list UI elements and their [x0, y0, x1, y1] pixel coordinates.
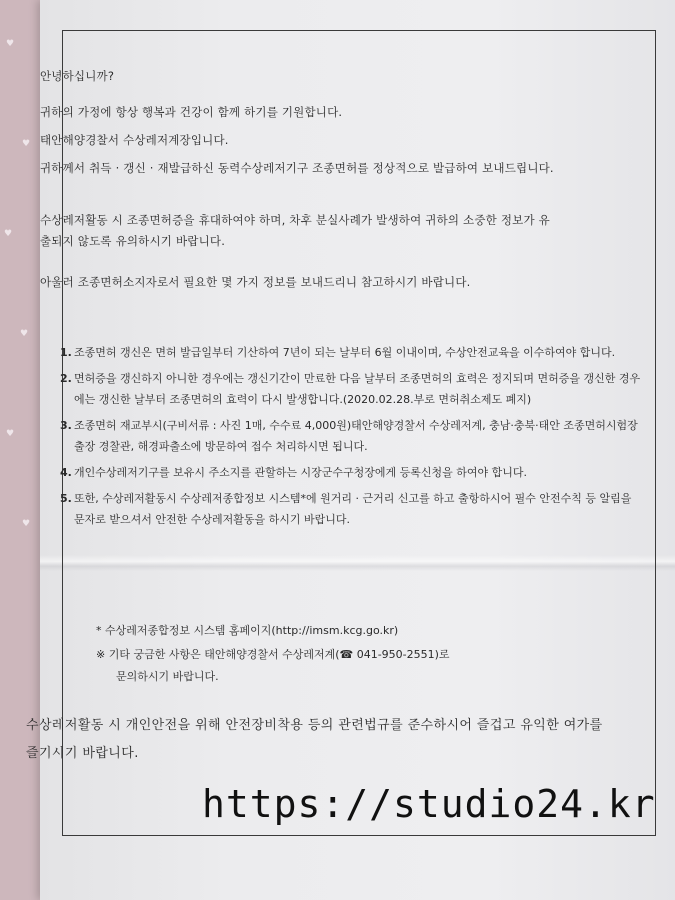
- heart-pattern-icon: ♥: [20, 329, 29, 339]
- heart-pattern-icon: ♥: [6, 39, 15, 49]
- letter-intro: 태안해양경찰서 수상레저계장입니다.: [40, 133, 229, 147]
- list-item-text: 또한, 수상레저활동시 수상레저종합정보 시스템*에 원거리 · 근거리 신고를 하고 출항하시어 필수 안전수칙 등 알림을 문자로 받으셔서 안전한 수상레저활동을 하시기 바랍니다.: [74, 492, 632, 526]
- list-item: [60, 462, 645, 483]
- list-item-text: 면허증을 갱신하지 아니한 경우에는 갱신기간이 만료한 다음 날부터 조종면허의 효력은 정지되며 면허증을 갱신한 경우에는 갱신한 날부터 조종면허의 효력이 다시 발생합니다.(2020.02.28.부로 면허취소제도 폐지): [74, 372, 641, 406]
- contact-line-continued: 문의하시기 바랍니다.: [116, 670, 219, 683]
- list-item-number: 2.: [60, 372, 72, 385]
- letter-paragraph-info: 아울러 조종면허소지자로서 필요한 몇 가지 정보를 보내드리니 참고하시기 바랍니다.: [40, 275, 471, 289]
- heart-pattern-icon: ♥: [6, 429, 15, 439]
- watermark-url: https://studio24.kr: [202, 782, 656, 826]
- list-item: [60, 368, 645, 410]
- list-item-number: 3.: [60, 419, 72, 432]
- list-item-number: 4.: [60, 466, 72, 479]
- heart-pattern-icon: ♥: [4, 229, 13, 239]
- list-item: [60, 415, 645, 457]
- letter-paragraph-carry: 수상레저활동 시 조종면허증을 휴대하여야 하며, 차후 분실사례가 발생하여 귀하의 소중한 정보가 유출되지 않도록 유의하시기 바랍니다.: [40, 213, 550, 248]
- list-item-text: 조종면허 갱신은 면허 발급일부터 기산하여 7년이 되는 날부터 6월 이내이며, 수상안전교육을 이수하여야 합니다.: [74, 346, 616, 359]
- footnote-system-homepage: * 수상레저종합정보 시스템 홈페이지(http://imsm.kcg.go.kr): [96, 624, 399, 637]
- list-item: [60, 342, 645, 363]
- contact-line: ※ 기타 궁금한 사항은 태안해양경찰서 수상레저계(☎ 041-950-2551)로: [96, 648, 450, 661]
- letter-paragraph-issue: 귀하께서 취득 · 갱신 · 재발급하신 동력수상레저기구 조종면허를 정상적으로 발급하여 보내드립니다.: [40, 161, 554, 175]
- letter-wish: 귀하의 가정에 항상 행복과 건강이 함께 하기를 기원합니다.: [40, 105, 343, 119]
- letter-greeting: 안녕하십니까?: [40, 69, 115, 83]
- list-item-number: 5.: [60, 492, 72, 505]
- list-item-number: 1.: [60, 346, 72, 359]
- list-item-text: 조종면허 재교부시(구비서류 : 사진 1매, 수수료 4,000원)태안해양경찰서 수상레저계, 충남·충북·태안 조종면허시험장 출장 경찰관, 해경파출소에 방문하여 접수 처리하시면 됩니다.: [74, 419, 638, 453]
- list-item-text: 개인수상레저기구를 보유시 주소지를 관할하는 시장군수구청장에게 등록신청을 하여야 합니다.: [74, 466, 528, 479]
- heart-pattern-icon: ♥: [22, 519, 31, 529]
- info-list: [60, 342, 645, 535]
- list-item: [60, 488, 645, 530]
- heart-pattern-icon: ♥: [22, 139, 31, 149]
- closing-paragraph: 수상레저활동 시 개인안전을 위해 안전장비착용 등의 관련법규를 준수하시어 즐겁고 유익한 여가를 즐기시기 바랍니다.: [26, 718, 603, 761]
